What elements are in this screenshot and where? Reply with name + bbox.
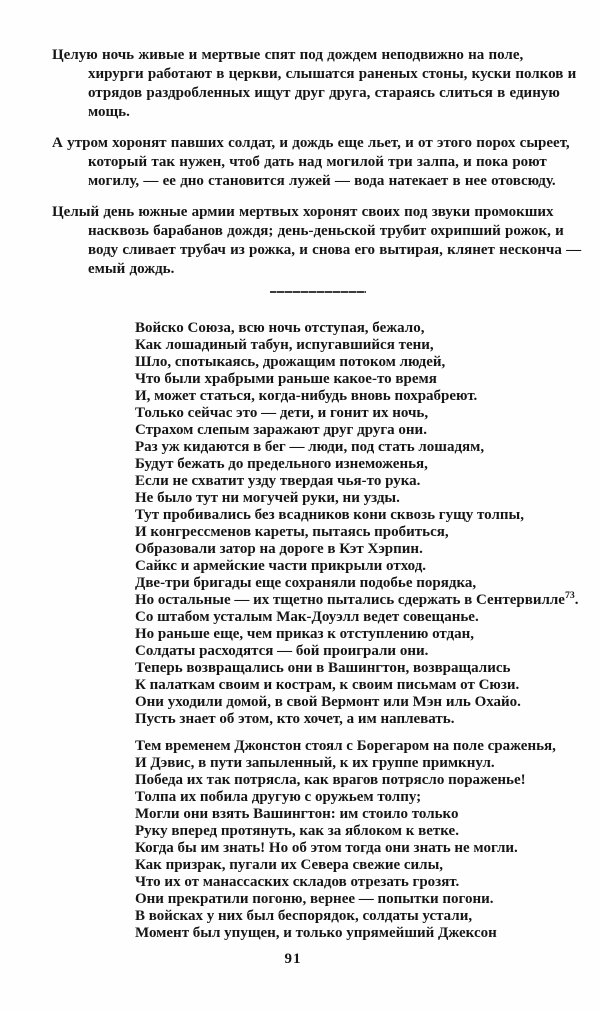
poem-line: Только сейчас это — дети, и гонит их ночь, (135, 405, 429, 421)
prose-line: Целую ночь живые и мертвые спят под дождем неподвижно на поле, (52, 47, 524, 63)
poem-line: Что их от манассаских складов отрезать грозят. (135, 874, 460, 890)
poem-line: К палаткам своим и кострам, к своим письмам от Сюзи. (135, 677, 520, 693)
poem-line: Страхом слепым заражают друг друга они. (135, 422, 427, 438)
poem-line: Но раньше еще, чем приказ к отступлению отдан, (135, 626, 475, 642)
prose-line: воду сливает трубач из рожка, и снова его вытирая, клянет несконча — (88, 242, 582, 258)
poem-line: Со штабом усталым Мак-Доуэлл ведет совещанье. (135, 609, 479, 625)
prose-section (52, 0, 582, 279)
poem-line: Что были храбрыми раньше какое-то время (135, 371, 437, 387)
poem-line: Теперь возвращались они в Вашингтон, возвращались (135, 660, 511, 676)
footnote-ref: 73 (564, 590, 575, 601)
poem-line: Образовали затор на дороге в Кэт Хэрпин. (135, 541, 423, 557)
poem-line: Как призрак, пугали их Севера свежие силы, (135, 857, 444, 873)
poem-line: Толпа их побила другую с оружьем толпу; (135, 789, 422, 805)
poem-line: И, может статься, когда-нибудь вновь похрабреют. (135, 388, 478, 404)
prose-line: могилу, — ее дно становится лужей — вода натекает в нее отовсюду. (88, 173, 556, 189)
poem-line: Будут бежать до предельного изнеможенья, (135, 456, 428, 472)
prose-paragraph-1 (52, 46, 577, 122)
poem-line (135, 592, 600, 609)
prose-paragraph-2 (52, 134, 570, 191)
prose-line: емый дождь. (88, 261, 175, 277)
poem-line: Победа их так потрясла, как врагов потрясло пораженье! (135, 772, 526, 788)
prose-line: Целый день южные армии мертвых хоронят своих под звуки промокших (52, 204, 554, 220)
poem-line: И Дэвис, в пути запыленный, к их группе примкнул. (135, 755, 495, 771)
prose-line: который так нужен, чтоб дать над могилой три залпа, и пока роют (88, 154, 547, 170)
prose-line: хирурги работают в церкви, слышатся раненых стоны, куски полков и (88, 66, 577, 82)
poem-section (135, 320, 600, 942)
prose-line: отрядов раздробленных ищут друг друга, стараясь слиться в единую (88, 85, 560, 101)
poem-line: Они прекратили погоню, вернее — попытки погони. (135, 891, 494, 907)
poem-line: Не было тут ни могучей руки, ни узды. (135, 490, 400, 506)
poem-line: Войско Союза, всю ночь отступая, бежало, (135, 320, 425, 336)
prose-line: насквозь барабанов дождя; день-деньской трубит охрипший рожок, и (88, 223, 564, 239)
poem-line: Сайкс и армейские части прикрыли отход. (135, 558, 427, 574)
line-text: . (574, 592, 579, 608)
poem-line: Тут пробивались без всадников кони сквозь гущу толпы, (135, 507, 524, 523)
poem-line: Момент был упущен, и только упрямейший Джексон (135, 925, 497, 941)
poem-line: В войсках у них был беспорядок, солдаты устали, (135, 908, 473, 924)
prose-line: А утром хоронят павших солдат, и дождь еще льет, и от этого порох сыреет, (52, 135, 570, 151)
poem-stanza-1 (135, 320, 600, 728)
prose-line: мощь. (88, 104, 130, 120)
poem-line: Тем временем Джонстон стоял с Борегаром на поле сраженья, (135, 738, 556, 754)
poem-line: Могли они взять Вашингтон: им стоило только (135, 806, 459, 822)
poem-line: Когда бы им знать! Но об этом тогда они знать не могли. (135, 840, 518, 856)
page-number: 91 (284, 951, 302, 967)
poem-line: И конгрессменов кареты, пытаясь пробиться, (135, 524, 449, 540)
poem-stanza-2 (135, 738, 600, 942)
line-text: Но остальные — их тщетно пытались сдержать в Сентервилле (135, 592, 565, 608)
prose-paragraph-3 (52, 203, 582, 279)
poem-line: Руку вперед протянуть, как за яблоком к ветке. (135, 823, 459, 839)
poem-line: Как лошадиный табун, испугавшийся тени, (135, 337, 434, 353)
poem-line: Раз уж кидаются в бег — люди, под стать лошадям, (135, 439, 485, 455)
poem-line: Они уходили домой, в свой Вермонт или Мэн иль Охайо. (135, 694, 521, 710)
poem-line: Если не схватит узду твердая чья-то рука. (135, 473, 421, 489)
poem-line: Пусть знает об этом, кто хочет, а им наплевать. (135, 711, 455, 727)
section-divider (270, 291, 366, 293)
poem-line: Две-три бригады еще сохраняли подобье порядка, (135, 575, 477, 591)
poem-line: Солдаты расходятся — бой проиграли они. (135, 643, 429, 659)
poem-line: Шло, спотыкаясь, дрожащим потоком людей, (135, 354, 446, 370)
